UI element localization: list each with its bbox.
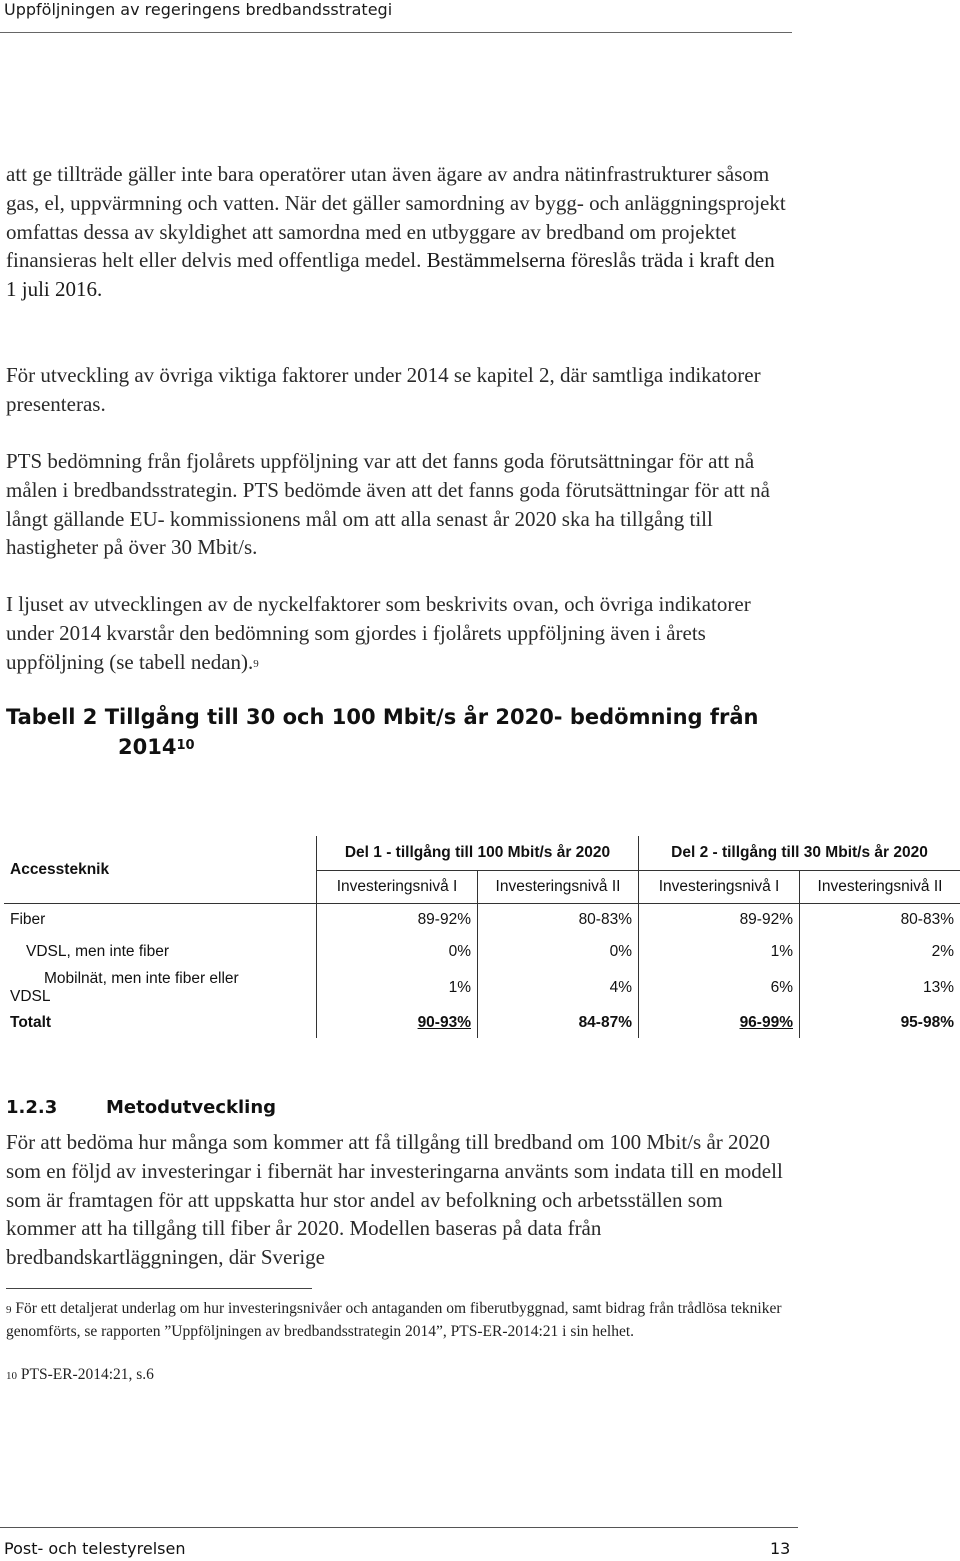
table-cell: 6% <box>639 968 800 1008</box>
row-label-line2: VDSL <box>10 988 51 1005</box>
table-cell: 80-83% <box>478 904 639 937</box>
footnote-10 <box>6 1364 786 1387</box>
availability-table <box>4 836 960 1038</box>
paragraph-metodutveckling: För att bedöma hur många som kommer att få tillgång till bredband om 100 Mbit/s år 2020 som en följd av investeringar i fibernät har investeringarna använts som indata till en modell som är framtagen för att uppskatta hur stor andel av befolkning och arbetsställen som kommer att ha tillgång till fiber år 2020. Modellen baseras på data från bredbandskartläggningen, där Sverige <box>6 1130 783 1270</box>
table-cell <box>639 1008 800 1038</box>
section-heading <box>6 1097 276 1118</box>
running-header-title: Uppföljningen av regeringens bredbandsstrategi <box>4 0 393 19</box>
table-caption-line2 <box>6 732 806 762</box>
footnote-9-number: 9 <box>6 1304 12 1316</box>
table-cell: 80-83% <box>800 904 960 937</box>
footnote-ref-10[interactable]: 10 <box>176 738 195 753</box>
footnote-10-text: PTS-ER-2014:21, s.6 <box>17 1366 154 1383</box>
paragraph-tilltrade-text: att ge tillträde gäller inte bara operatörer utan även ägare av andra nätinfrastrukturer såsom gas, el, uppvärmning och vatten. När det gäller samordning av bygg- och anläggningsprojekt omfattas dessa av skyldighet att samordna med en utbyggare av bredband om projektet finansieras helt eller delvis med offentliga medel. <box>6 162 786 273</box>
footnote-9 <box>6 1298 786 1343</box>
footnote-10-number: 10 <box>6 1370 17 1382</box>
header-del2: Del 2 - tillgång till 30 Mbit/s år 2020 <box>639 836 960 871</box>
row-label <box>4 968 317 1008</box>
table-cell: 89-92% <box>639 904 800 937</box>
table-row <box>4 968 960 1008</box>
table-cell: 89-92% <box>317 904 478 937</box>
footer-organisation: Post- och telestyrelsen <box>4 1539 186 1558</box>
total-value: 96-99% <box>739 1014 793 1031</box>
table-cell <box>317 1008 478 1038</box>
paragraph-ovriga-faktorer: För utveckling av övriga viktiga faktorer under 2014 se kapitel 2, där samtliga indikatorer presenteras. <box>6 363 761 416</box>
subheader-cell: Investeringsnivå I <box>639 871 800 904</box>
table-cell: 0% <box>317 936 478 968</box>
total-value: 95-98% <box>900 1014 954 1031</box>
table-header-row <box>4 836 960 871</box>
subheader-cell: Investeringsnivå II <box>478 871 639 904</box>
footnote-ref-9[interactable]: 9 <box>253 657 259 670</box>
table-cell: 0% <box>478 936 639 968</box>
table-caption-year: 2014 <box>118 735 177 759</box>
table-cell: 1% <box>317 968 478 1008</box>
paragraph-ljuset <box>6 590 796 676</box>
header-accessteknik: Accessteknik <box>10 860 110 878</box>
row-label: VDSL, men inte fiber <box>26 943 170 960</box>
row-label: Fiber <box>4 904 317 937</box>
page-number: 13 <box>770 1539 791 1558</box>
footer-divider <box>0 1527 798 1528</box>
section-title: Metodutveckling <box>106 1097 277 1118</box>
total-value: 84-87% <box>578 1014 632 1031</box>
subheader-cell: Investeringsnivå II <box>800 871 960 904</box>
paragraph-ljuset-text: I ljuset av utvecklingen av de nyckelfaktorer som beskrivits ovan, och övriga indikatorer under 2014 kvarstår den bedömning som gjordes i fjolårets uppföljning även i årets uppföljning (se tabell nedan). <box>6 592 751 674</box>
table-row <box>4 936 960 968</box>
paragraph-pts-bedomning: PTS bedömning från fjolårets uppföljning var att det fanns goda förutsättningar för att nå målen i bredbandsstrategin. PTS bedömde även att det fanns goda förutsättningar för att nå långt gällande EU- kommissionens mål om att alla senast år 2020 ska ha tillgång till hastigheter på över 30 Mbit/s. <box>6 449 770 560</box>
header-del1: Del 1 - tillgång till 100 Mbit/s år 2020 <box>317 836 639 871</box>
header-divider <box>0 32 792 33</box>
row-label: Totalt <box>10 1014 52 1031</box>
table-cell: 4% <box>478 968 639 1008</box>
table-row <box>4 904 960 937</box>
footnote-9-text: För ett detaljerat underlag om hur investeringsnivåer och antaganden om fiberutbyggnad, samt bidrag från trådlösa tekniker genomförts, se rapporten ”Uppföljningen av bredbandsstrategin 2014”, PTS-ER-2014:21 i sin helhet. <box>6 1300 782 1340</box>
table-caption <box>6 702 806 762</box>
table-row-total <box>4 1008 960 1038</box>
table-cell: 13% <box>800 968 960 1008</box>
paragraph-tilltrade <box>6 160 786 304</box>
table-cell: 2% <box>800 936 960 968</box>
table-cell <box>800 1008 960 1038</box>
table-caption-line1: Tabell 2 Tillgång till 30 och 100 Mbit/s år 2020- bedömning från <box>6 705 759 729</box>
section-number: 1.2.3 <box>6 1097 58 1118</box>
subheader-cell: Investeringsnivå I <box>317 871 478 904</box>
total-value: 90-93% <box>417 1014 471 1031</box>
paragraph-tilltrade-ikrafttradande: Bestämmelserna föreslås träda i kraft den 1 juli 2016. <box>6 248 775 302</box>
table-cell <box>478 1008 639 1038</box>
table-cell: 1% <box>639 936 800 968</box>
row-label-line1: Mobilnät, men inte fiber eller <box>44 970 239 987</box>
footnote-divider <box>6 1288 312 1289</box>
